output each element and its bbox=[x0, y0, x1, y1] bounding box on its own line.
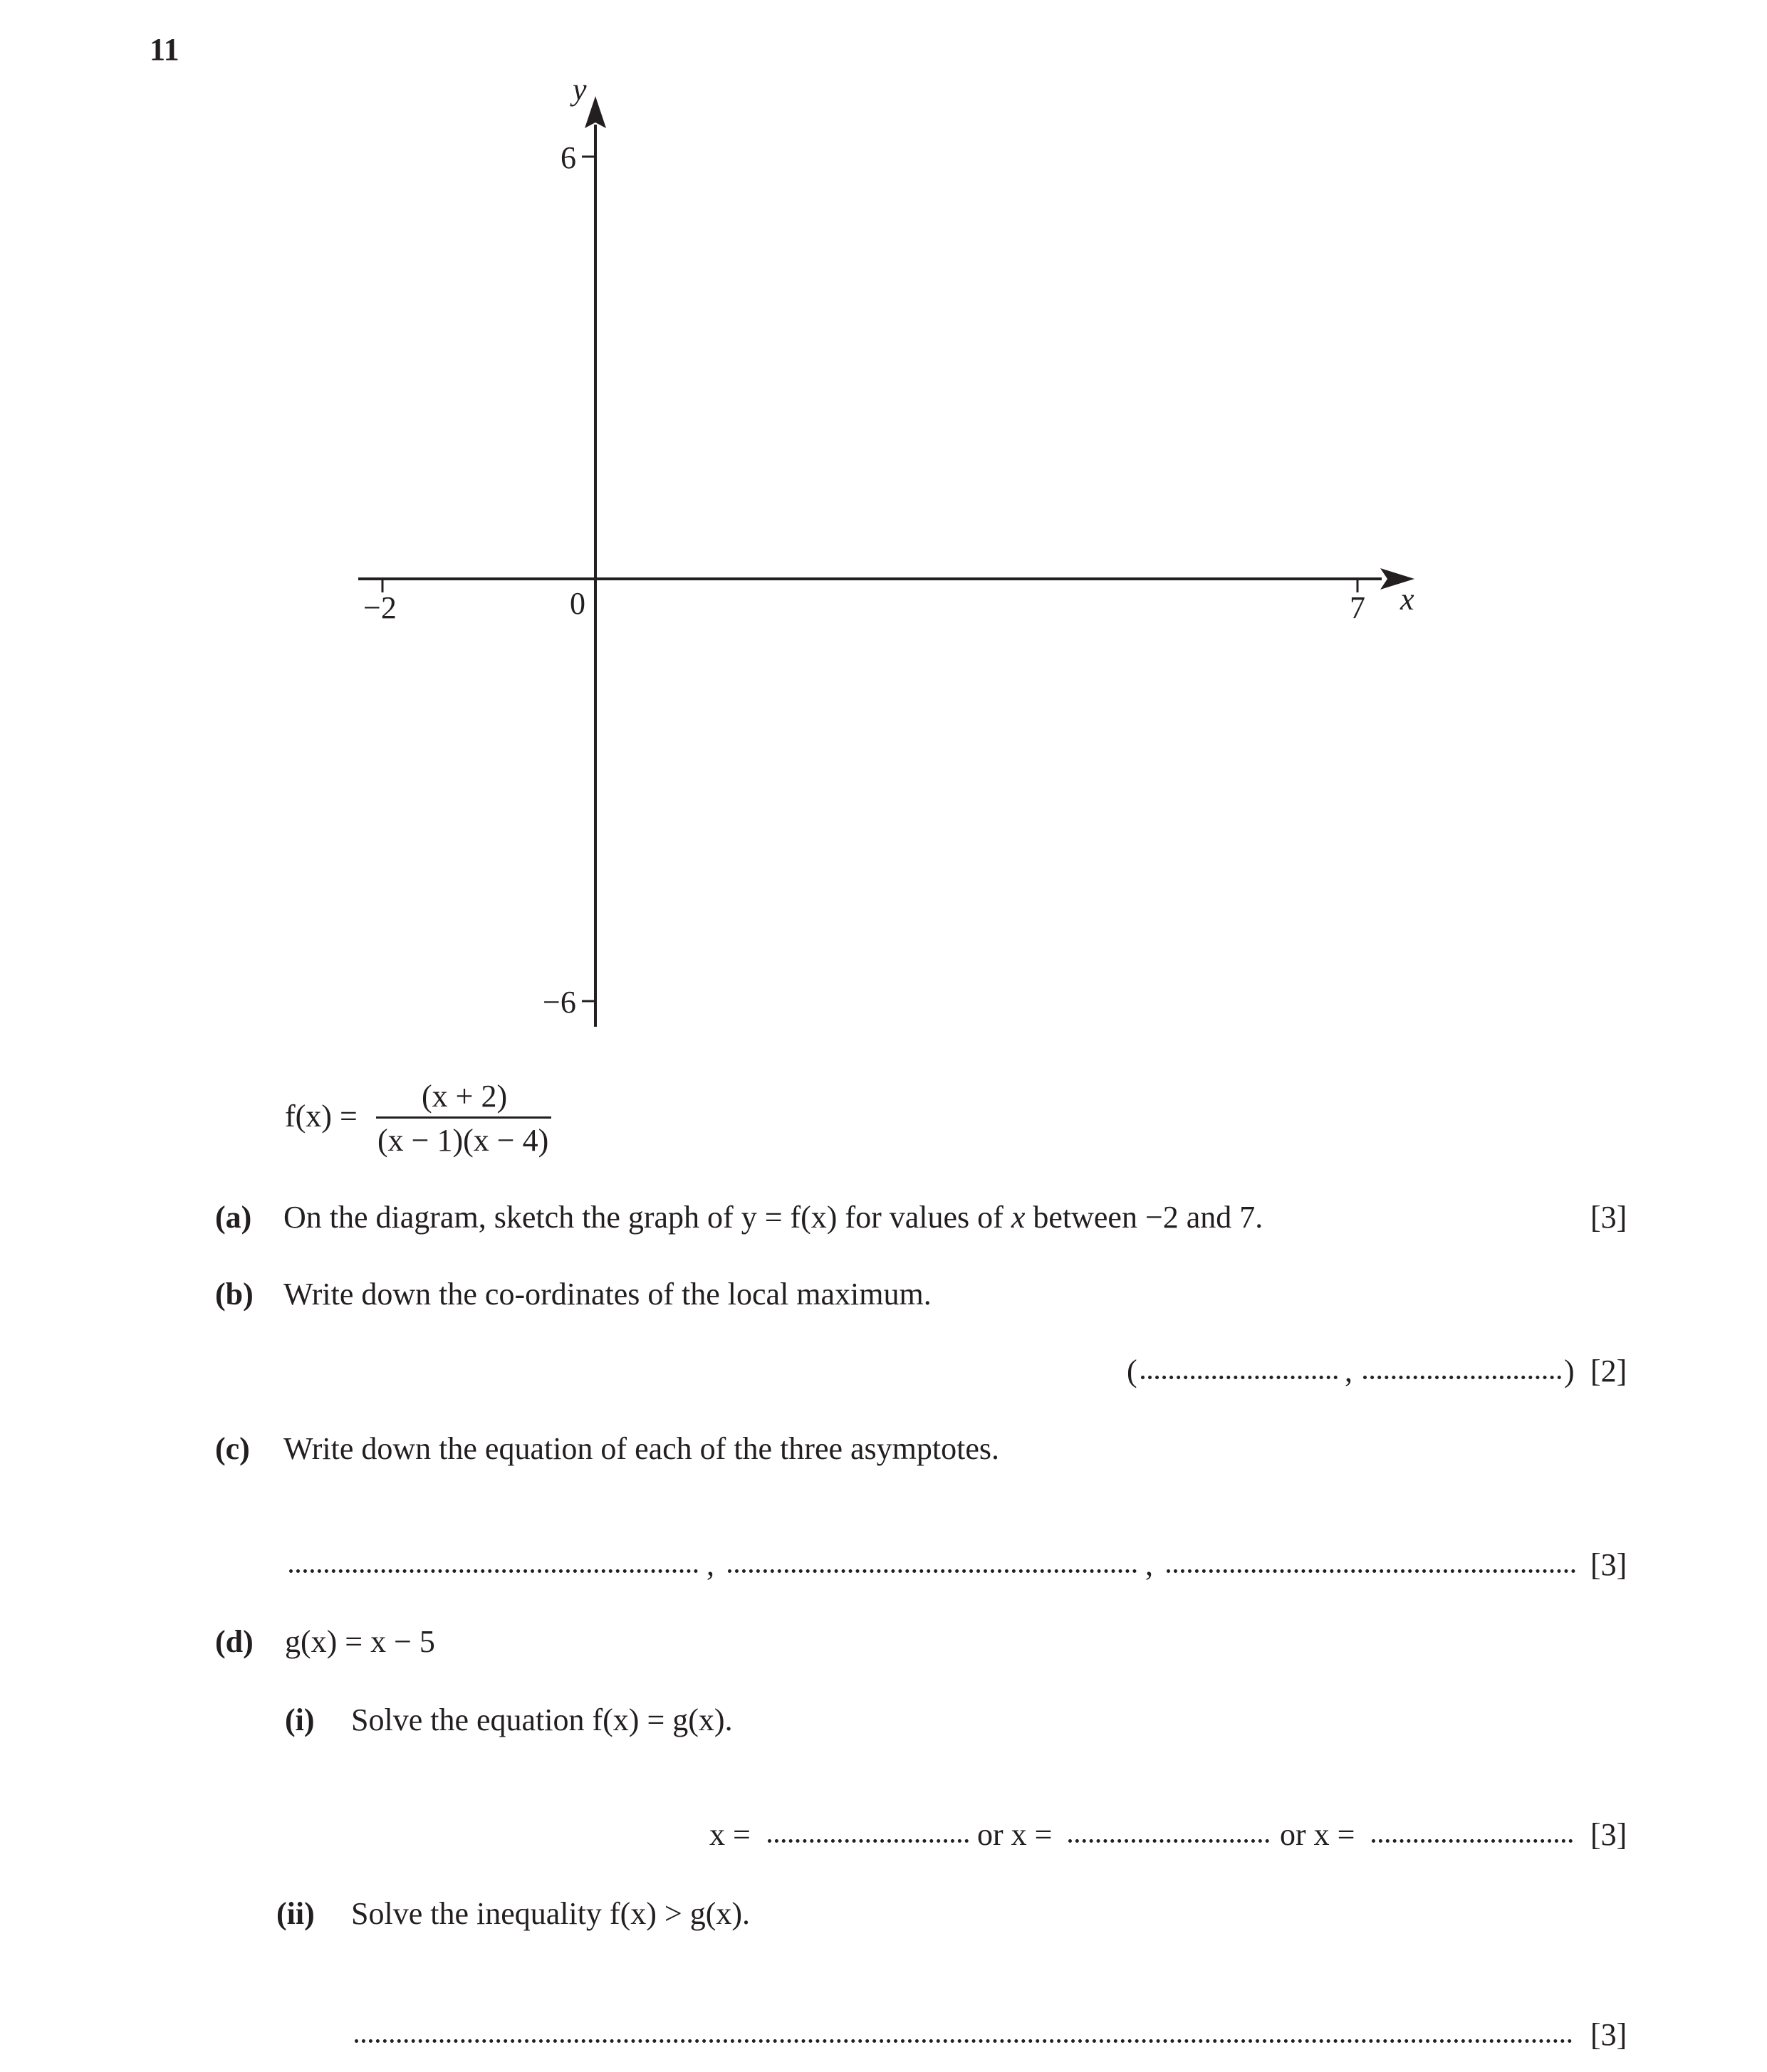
part-a-text-after: between −2 and 7. bbox=[1025, 1200, 1263, 1235]
part-d-ii-label: (ii) bbox=[276, 1896, 315, 1931]
part-d-ii-marks: [3] bbox=[1590, 2017, 1627, 2052]
x-max-label: 7 bbox=[1350, 590, 1365, 625]
part-d-ii-answer[interactable] bbox=[355, 2039, 1573, 2043]
part-a-marks: [3] bbox=[1590, 1200, 1627, 1235]
part-c-answer-2[interactable] bbox=[728, 1569, 1137, 1573]
y-min-label: −6 bbox=[543, 985, 576, 1020]
y-axis-label: y bbox=[573, 72, 587, 107]
part-d-i-or-x-eq-2: or x = bbox=[1280, 1817, 1355, 1852]
function-denominator: (x − 1)(x − 4) bbox=[377, 1123, 549, 1158]
function-numerator: (x + 2) bbox=[422, 1079, 508, 1114]
question-number: 11 bbox=[150, 32, 179, 67]
part-c-label: (c) bbox=[215, 1431, 250, 1466]
part-b-marks: [2] bbox=[1590, 1354, 1627, 1388]
part-d-ii-text: Solve the inequality f(x) > g(x). bbox=[351, 1896, 751, 1931]
part-a-text bbox=[283, 1202, 1263, 1233]
part-b-answer-open: ( bbox=[1127, 1354, 1137, 1388]
part-d-label: (d) bbox=[215, 1624, 254, 1659]
part-a-text-before: On the diagram, sketch the graph of bbox=[283, 1200, 741, 1235]
part-d-i-label: (i) bbox=[285, 1702, 315, 1737]
part-b-answer-comma: , bbox=[1345, 1354, 1352, 1388]
part-a-text-mid: for values of bbox=[837, 1200, 1011, 1235]
part-b-answer-y[interactable] bbox=[1363, 1376, 1561, 1379]
part-c-text: Write down the equation of each of the three asymptotes. bbox=[283, 1431, 999, 1466]
part-d-i-answer-1[interactable] bbox=[768, 1839, 969, 1843]
part-d-i-text: Solve the equation f(x) = g(x). bbox=[351, 1702, 733, 1737]
part-c-comma-2: , bbox=[1145, 1547, 1153, 1582]
part-c-marks: [3] bbox=[1590, 1547, 1627, 1582]
part-d-i-answer-2[interactable] bbox=[1068, 1839, 1269, 1843]
part-d-text: g(x) = x − 5 bbox=[285, 1624, 435, 1659]
part-b-answer-close: ) bbox=[1564, 1354, 1575, 1388]
part-d-i-or-x-eq-1: or x = bbox=[977, 1817, 1053, 1852]
part-a-var: x bbox=[1011, 1200, 1026, 1235]
part-d-i-marks: [3] bbox=[1590, 1817, 1627, 1852]
part-b-label: (b) bbox=[215, 1277, 254, 1312]
x-min-label: −2 bbox=[363, 590, 397, 625]
y-axis-arrow bbox=[585, 96, 606, 128]
part-c-answer-3[interactable] bbox=[1167, 1569, 1575, 1573]
part-b-text: Write down the co-ordinates of the local maximum. bbox=[283, 1277, 932, 1312]
origin-label: 0 bbox=[570, 586, 585, 621]
part-c-answer-1[interactable] bbox=[289, 1569, 698, 1573]
part-b-answer-x[interactable] bbox=[1141, 1376, 1338, 1379]
x-axis-label: x bbox=[1400, 582, 1414, 617]
part-c-comma-1: , bbox=[707, 1547, 714, 1582]
part-a-expression: y = f(x) bbox=[741, 1200, 838, 1235]
fraction-bar bbox=[376, 1116, 551, 1119]
function-lhs: f(x) = bbox=[285, 1099, 358, 1134]
y-max-label: 6 bbox=[561, 140, 576, 175]
part-a-label: (a) bbox=[215, 1200, 252, 1235]
part-d-i-answer-3[interactable] bbox=[1372, 1839, 1573, 1843]
part-d-i-x-eq: x = bbox=[709, 1817, 751, 1852]
